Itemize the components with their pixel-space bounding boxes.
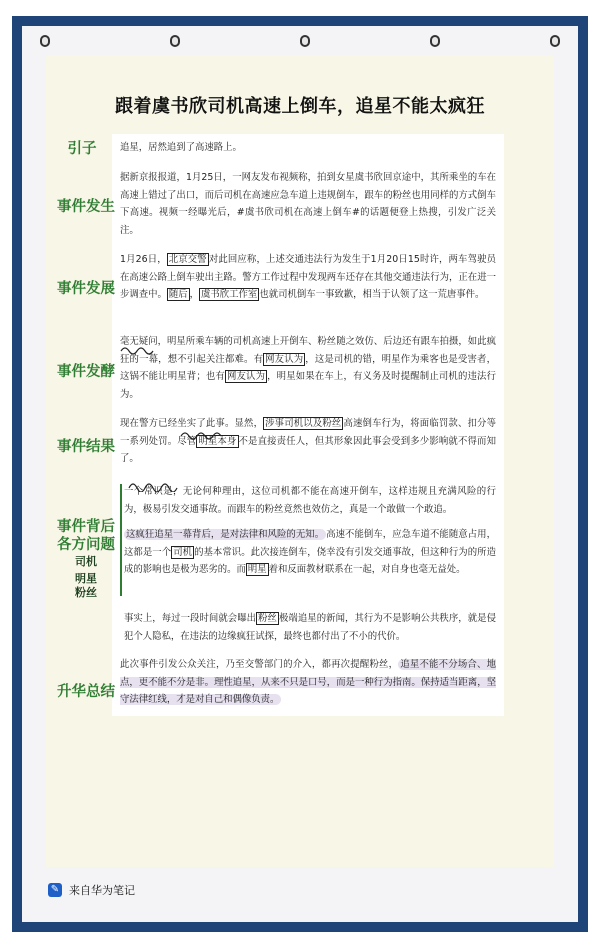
- bracket-line: [120, 484, 122, 596]
- footer-source: 来自华为笔记: [69, 884, 135, 897]
- fans-text: 事实上，每过一段时间就会曝出: [124, 613, 257, 624]
- result-box-star: 明星本身: [198, 435, 237, 447]
- section-occur: 据新京报报道，1月25日，一网友发布视频称，拍到女星虞书欣回京途中，其所乘坐的车在高速上错过了出口，而后司机在高速应急车道上违规倒车，跟车的粉丝也用同样的方式倒车下高速。视频一经曝光后，#虞书欣司机在高速上倒车#的话题便登上热搜，引发广泛关注。: [120, 172, 496, 236]
- page-title: 跟着虞书欣司机高速上倒车，追星不能太疯狂: [115, 96, 485, 117]
- label-driver: 司机: [75, 555, 97, 568]
- ferment-text: ，明星如果在车上，有义务及时提醒制止司机的违法行为。: [120, 371, 496, 400]
- section-summary: [120, 656, 496, 709]
- star-box-driver: 司机: [173, 546, 193, 558]
- star-text: 的基本常识。此次接连倒车，侥幸没有引发交通事故，但这种行为的所造成的影响也是极为恶劣的。而: [124, 546, 496, 576]
- develop-box-after: 随后: [168, 289, 188, 301]
- section-driver: 一个常识是，无论何种理由，这位司机都不能在高速开倒车，这样违规且充满风险的行为，极易引发交通事故。而跟车的粉丝竟然也效仿之，真是一个敢做一个敢追。: [124, 486, 496, 515]
- result-text: 高速倒车行为，将面临罚款、扣分等一系列处罚。尽管: [120, 418, 496, 447]
- section-intro: 追星，居然追到了高速路上。: [120, 142, 242, 153]
- label-develop: 事件发展: [57, 281, 115, 297]
- develop-text: 也就司机倒车一事致歉，相当于认领了这一荒唐事件。: [259, 289, 485, 301]
- ring-icon: [430, 35, 440, 47]
- develop-box-studio: 虞书欣工作室: [201, 289, 258, 301]
- label-fans: 粉丝: [75, 586, 97, 599]
- section-develop: [120, 251, 496, 304]
- ferment-text: ，这是司机的错，明星作为乘客也是受害者，这锅不能让明星背；也有: [120, 353, 496, 383]
- section-ferment: [120, 333, 496, 403]
- develop-text: 1月26日，: [120, 254, 167, 265]
- ring-icon: [300, 35, 310, 47]
- star-highlight: 这疯狂追星一幕背后，是对法律和风险的无知。: [126, 529, 325, 540]
- ring-icon: [550, 35, 560, 47]
- section-star: [124, 526, 496, 579]
- section-result: [120, 415, 496, 468]
- note-icon: ✎: [48, 883, 62, 897]
- star-text: 高速不能倒车，应急车道不能随意占用，这都是一个: [124, 529, 496, 558]
- section-fans: [124, 610, 496, 645]
- squiggle-mark: [128, 480, 188, 492]
- label-sublime: 升华总结: [57, 684, 115, 700]
- label-behind-1: 事件背后: [57, 519, 115, 535]
- ferment-text: 毫无疑问，明星所乘车辆的司机高速上开倒车、粉丝随之效仿、后边还有跟车拍摄，如此疯狂的一幕，想不引起关注都难。有: [120, 336, 496, 365]
- summary-highlight: 追星不能不分场合、地点，更不能不分是非。理性追星，从来不只是口号，而是一种行为指南。保持适当距离，坚守法律红线，才是对自己和偶像负责。: [120, 659, 496, 706]
- result-box-driver-fans: 涉事司机以及粉丝: [265, 418, 342, 429]
- develop-text: 对此回应称，上述交通违法行为发生于1月20日15时许，两车驾驶员在高速公路上倒车驶出主路。警方工作过程中发现两车还存在其他交通违法行为，正在进一步调查中。: [120, 254, 496, 301]
- summary-text: 此次事件引发公众关注，乃至交警部门的介入，都再次提醒粉丝，: [120, 659, 399, 670]
- fans-box: 粉丝: [258, 613, 277, 624]
- label-behind-2: 各方问题: [57, 537, 115, 553]
- result-text: 不是直接责任人，但其形象因此事会受到多少影响就不得而知了。: [120, 435, 496, 465]
- label-intro: 引子: [67, 141, 97, 157]
- ring-icon: [170, 35, 180, 47]
- label-occur: 事件发生: [57, 199, 115, 215]
- result-text: 现在警方已经坐实了此事。显然，: [120, 418, 264, 429]
- ferment-box-netizen-2: 网友认为: [226, 371, 266, 383]
- footer: [48, 880, 135, 900]
- fans-text: 极端追星的新闻，其行为不是影响公共秩序，就是侵犯个人隐私，在违法的边缘疯狂试探，最终也都付出了不小的代价。: [124, 613, 496, 642]
- squiggle-mark: [180, 430, 230, 440]
- ferment-box-netizen-1: 网友认为: [265, 353, 304, 365]
- label-result: 事件结果: [57, 439, 115, 455]
- binder-rings: [30, 35, 570, 47]
- develop-box-police: 北京交警: [168, 254, 207, 265]
- ring-icon: [40, 35, 50, 47]
- develop-text: ，: [189, 289, 200, 301]
- label-ferment: 事件发酵: [57, 364, 115, 380]
- star-box-star: 明星: [247, 564, 267, 576]
- star-text: 着和反面教材联系在一起，对自身也毫无益处。: [268, 564, 466, 576]
- label-star: 明星: [75, 572, 97, 585]
- squiggle-mark: [120, 345, 160, 355]
